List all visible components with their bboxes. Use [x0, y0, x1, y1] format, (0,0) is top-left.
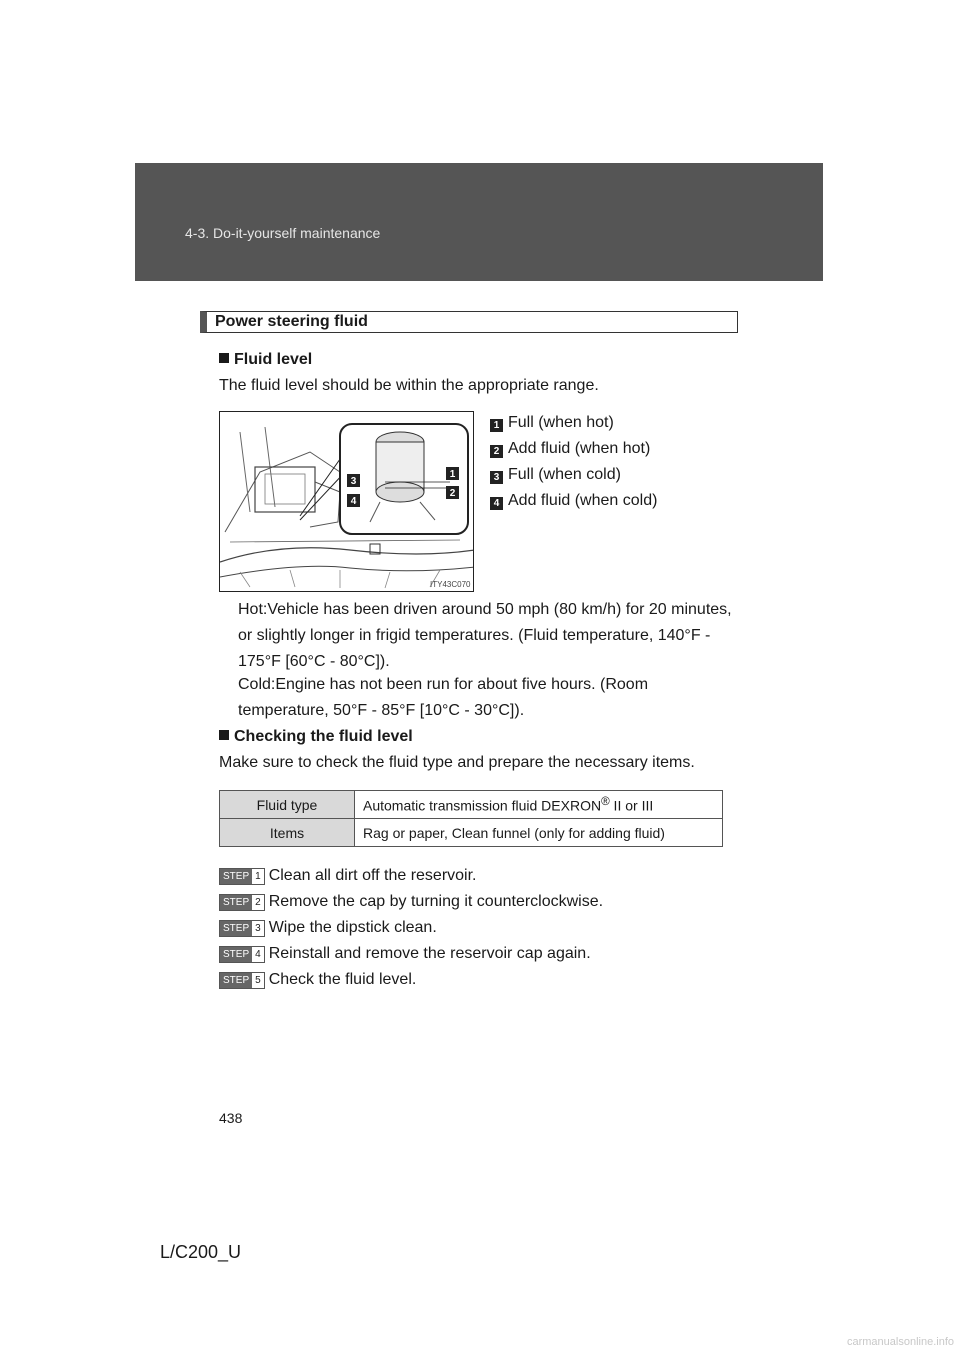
legend-text: Full (when hot) — [508, 414, 614, 431]
number-badge-icon: 4 — [490, 497, 503, 510]
fluid-spec-table — [219, 790, 723, 847]
checking-heading — [219, 728, 413, 746]
callout-3-label: 3 — [350, 476, 357, 487]
square-bullet-icon — [219, 730, 229, 740]
callout-2-label: 2 — [449, 488, 456, 499]
step-text: Reinstall and remove the reservoir cap again. — [268, 945, 591, 962]
callout-4-label: 4 — [350, 496, 357, 507]
step-item — [219, 944, 591, 964]
callout-1-label: 1 — [449, 469, 456, 480]
step-item — [219, 970, 416, 990]
step-badge — [219, 920, 265, 937]
legend-item — [490, 436, 657, 462]
step-number: 4 — [252, 947, 264, 962]
cold-text: Engine has not been run for about five hours. (Room temperature, 50°F - 85°F [10°C - 30°C]). — [238, 676, 649, 719]
fluid-level-heading — [219, 351, 312, 369]
number-badge-icon: 2 — [490, 445, 503, 458]
step-word: STEP — [220, 869, 252, 884]
hot-note — [238, 597, 742, 675]
step-word: STEP — [220, 921, 252, 936]
section-title: Power steering fluid — [200, 311, 738, 333]
number-badge-icon: 1 — [490, 419, 503, 432]
fluid-type-value: Automatic transmission fluid DEXRON — [363, 797, 602, 814]
fluid-level-heading-text: Fluid level — [234, 351, 313, 368]
figure-legend — [490, 410, 657, 514]
step-word: STEP — [220, 947, 252, 962]
figure-code: ITY43C070 — [430, 580, 471, 589]
engine-bay-illustration — [220, 412, 474, 592]
step-number: 3 — [252, 921, 264, 936]
checking-intro: Make sure to check the fluid type and prepare the necessary items. — [219, 754, 695, 771]
cold-label: Cold: — [238, 676, 276, 693]
step-number: 1 — [252, 869, 264, 884]
legend-text: Full (when cold) — [508, 466, 621, 483]
section-breadcrumb: 4-3. Do-it-yourself maintenance — [185, 225, 381, 241]
step-badge — [219, 946, 265, 963]
step-text: Clean all dirt off the reservoir. — [268, 867, 477, 884]
step-text: Wipe the dipstick clean. — [268, 919, 437, 936]
step-item — [219, 918, 437, 938]
checking-heading-text: Checking the fluid level — [234, 728, 413, 745]
step-item — [219, 892, 603, 912]
step-text: Remove the cap by turning it counterclockwise. — [268, 893, 604, 910]
step-badge — [219, 972, 265, 989]
step-text: Check the fluid level. — [268, 971, 417, 988]
fluid-level-intro: The fluid level should be within the appropriate range. — [219, 377, 599, 394]
legend-item — [490, 410, 657, 436]
square-bullet-icon — [219, 353, 229, 363]
table-row — [220, 819, 723, 847]
watermark-link[interactable]: carmanualsonline.info — [846, 1336, 954, 1348]
hot-text: Vehicle has been driven around 50 mph (80 km/h) for 20 minutes, or slightly longer in frigid temperatures. (Fluid temperature, 140°F - 175°F [60°C - 80°C]). — [238, 601, 732, 670]
cold-note — [238, 672, 742, 724]
table-key: Fluid type — [220, 791, 355, 819]
table-key: Items — [220, 819, 355, 847]
legend-text: Add fluid (when hot) — [508, 440, 651, 457]
step-word: STEP — [220, 973, 252, 988]
legend-item — [490, 462, 657, 488]
table-value: Rag or paper, Clean funnel (only for adding fluid) — [355, 819, 723, 847]
hot-label: Hot: — [238, 601, 268, 618]
step-number: 2 — [252, 895, 264, 910]
legend-text: Add fluid (when cold) — [508, 492, 658, 509]
registered-mark: ® — [601, 795, 610, 809]
fluid-type-value-tail: II or III — [609, 797, 654, 814]
engine-bay-figure — [219, 411, 474, 592]
legend-item — [490, 488, 657, 514]
step-badge — [219, 868, 265, 885]
header-band — [135, 163, 823, 281]
step-item — [219, 866, 477, 886]
number-badge-icon: 3 — [490, 471, 503, 484]
page-number: 438 — [219, 1110, 243, 1126]
model-code: L/C200_U — [160, 1242, 242, 1262]
table-row — [220, 791, 723, 819]
step-word: STEP — [220, 895, 252, 910]
step-number: 5 — [252, 973, 264, 988]
step-badge — [219, 894, 265, 911]
table-value — [355, 791, 723, 819]
